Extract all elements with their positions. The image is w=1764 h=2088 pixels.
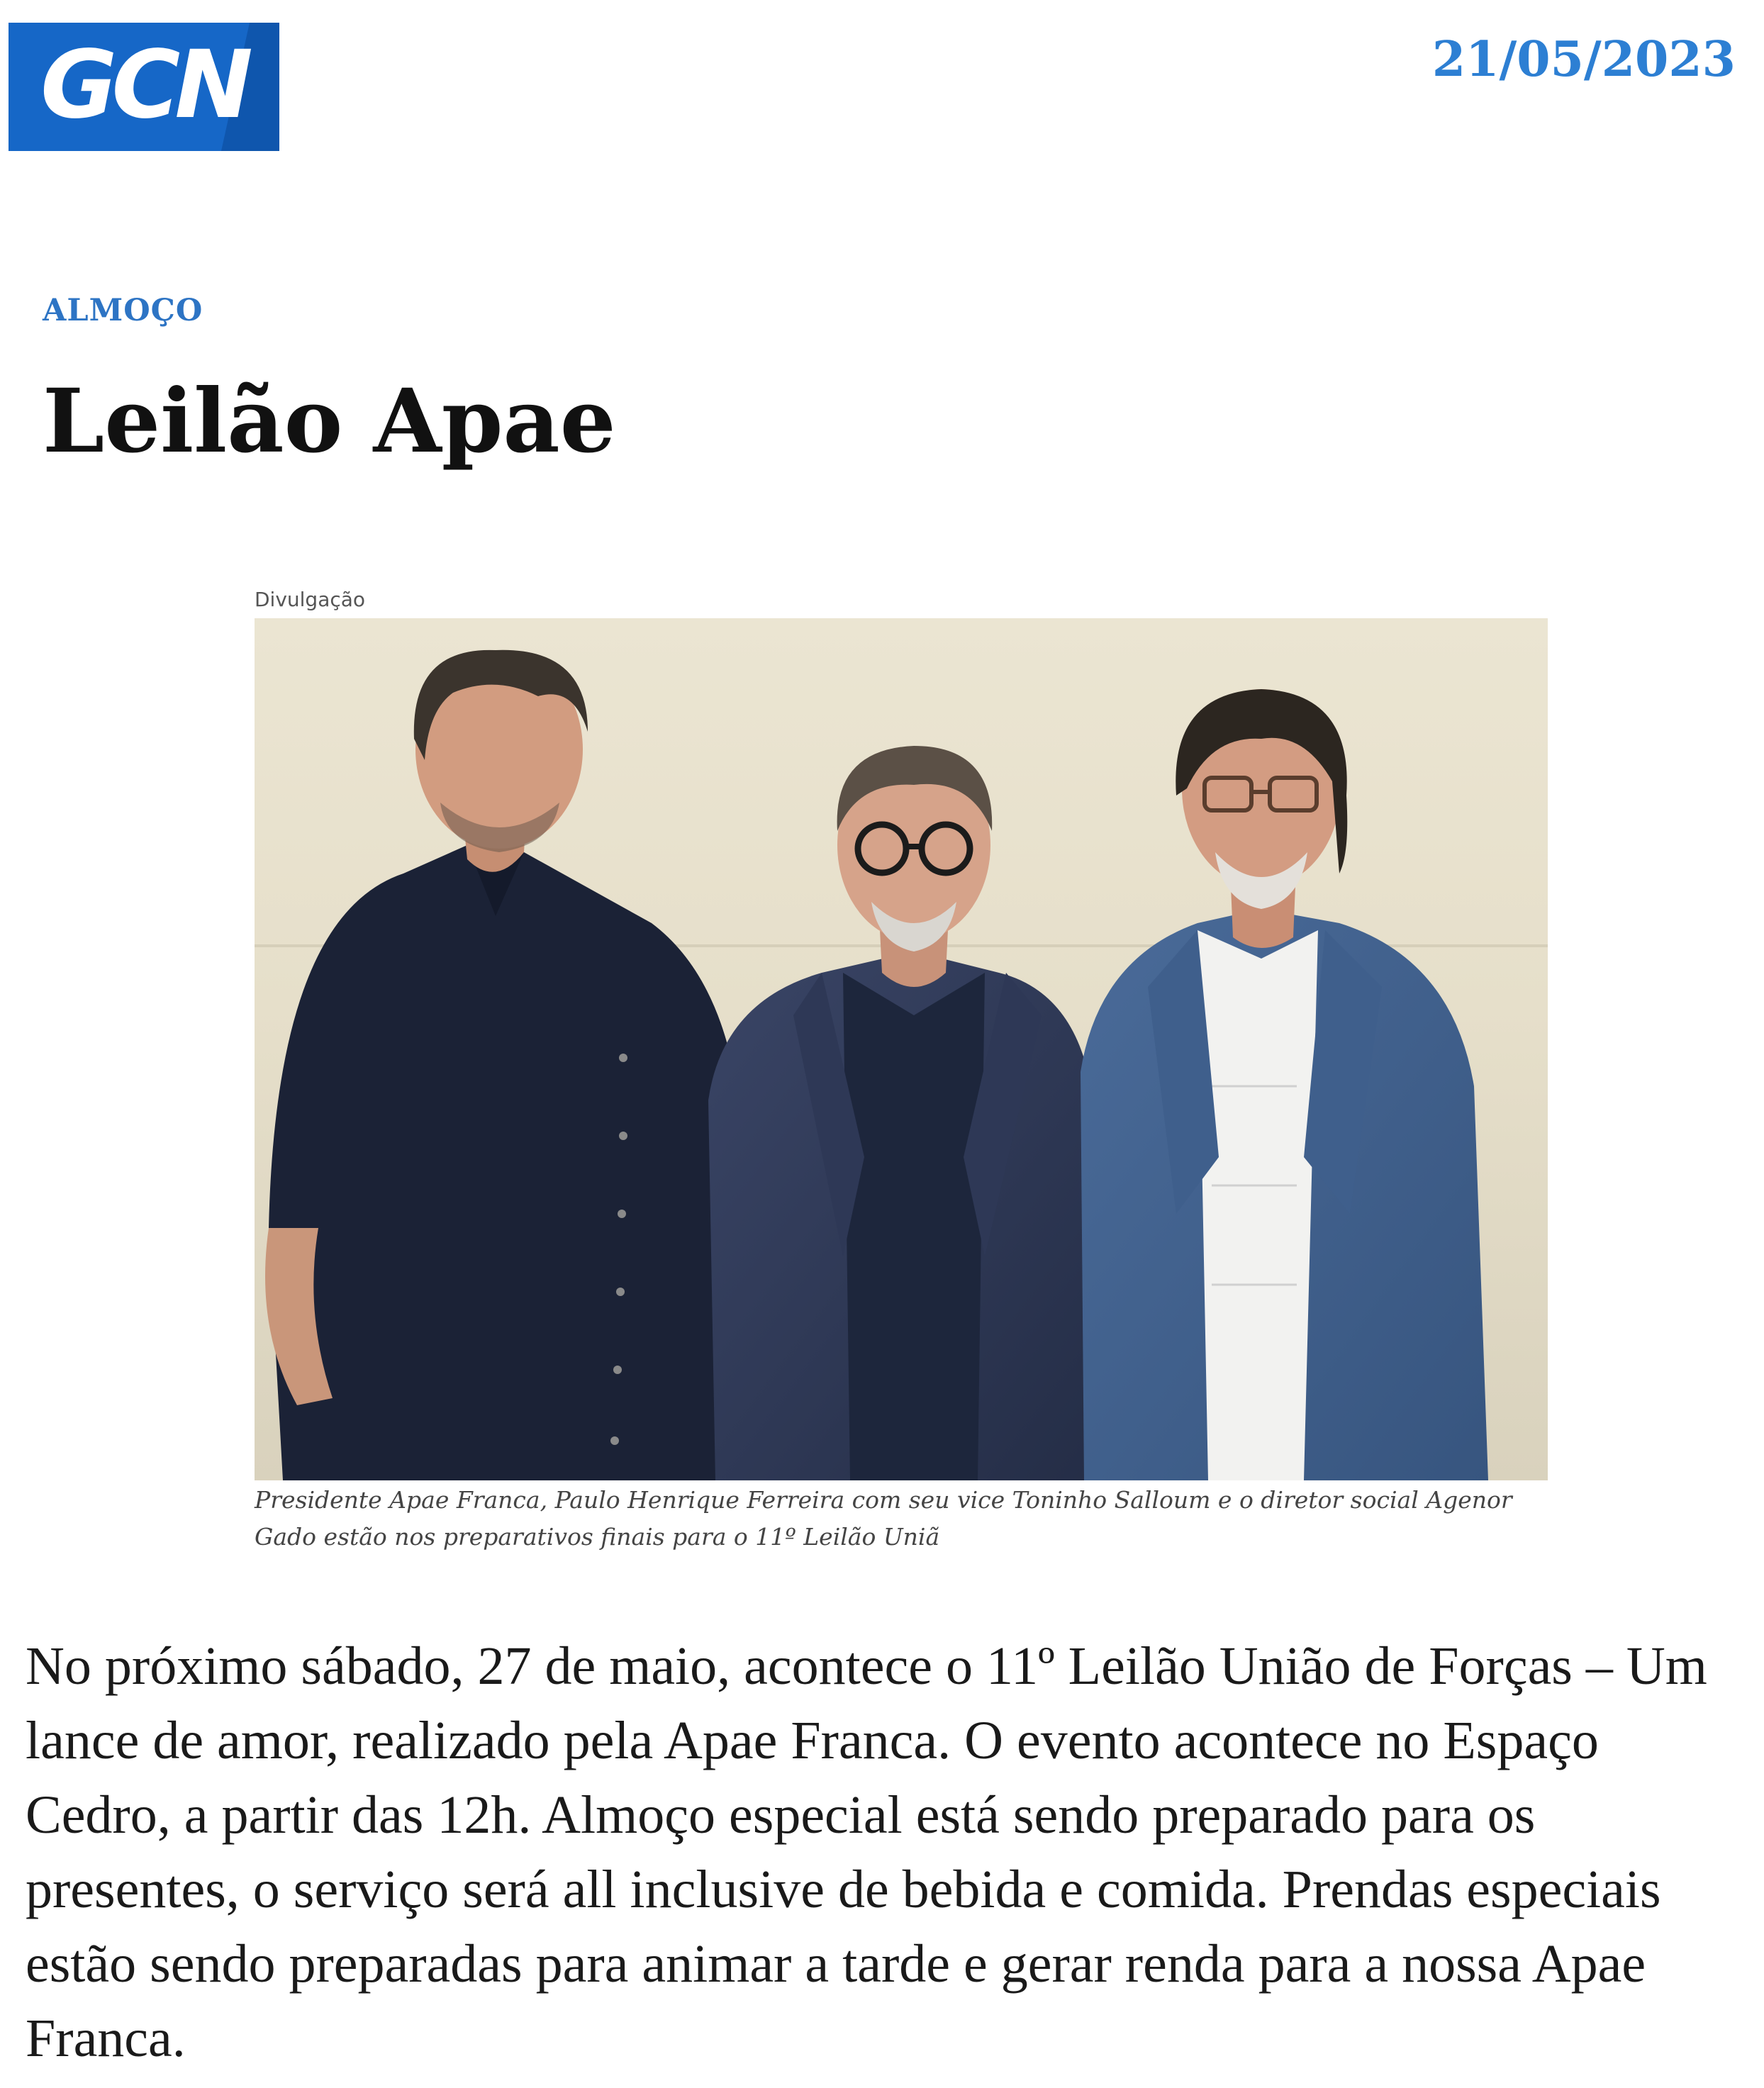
gcn-logo[interactable] [9,23,279,151]
publication-date: 21/05/2023 [1431,31,1736,88]
photo-credit: Divulgação [255,588,366,611]
article-photo [255,618,1548,1480]
photo-illustration [255,618,1548,1480]
photo-caption: Presidente Apae Franca, Paulo Henrique Ferreira com seu vice Toninho Salloum e o diretor social Agenor Gado estão nos preparativos finais para o 11º Leilão Uniã [255,1486,1512,1551]
article-body: No próximo sábado, 27 de maio, acontece o 11º Leilão União de Forças – Um lance de amor, realizado pela Apae Franca. O evento acontece no Espaço Cedro, a partir das 12h. Almoço especial está sendo preparado para os presentes, o serviço será all inclusive de bebida e comida. Prendas especiais estão sendo preparadas para animar a tarde e gerar renda para a nossa Apae Franca. [26,1636,1707,2068]
logo-text: GCN [40,30,247,140]
section-label[interactable]: ALMOÇO [43,293,203,328]
article-title: Leilão Apae [43,370,616,473]
